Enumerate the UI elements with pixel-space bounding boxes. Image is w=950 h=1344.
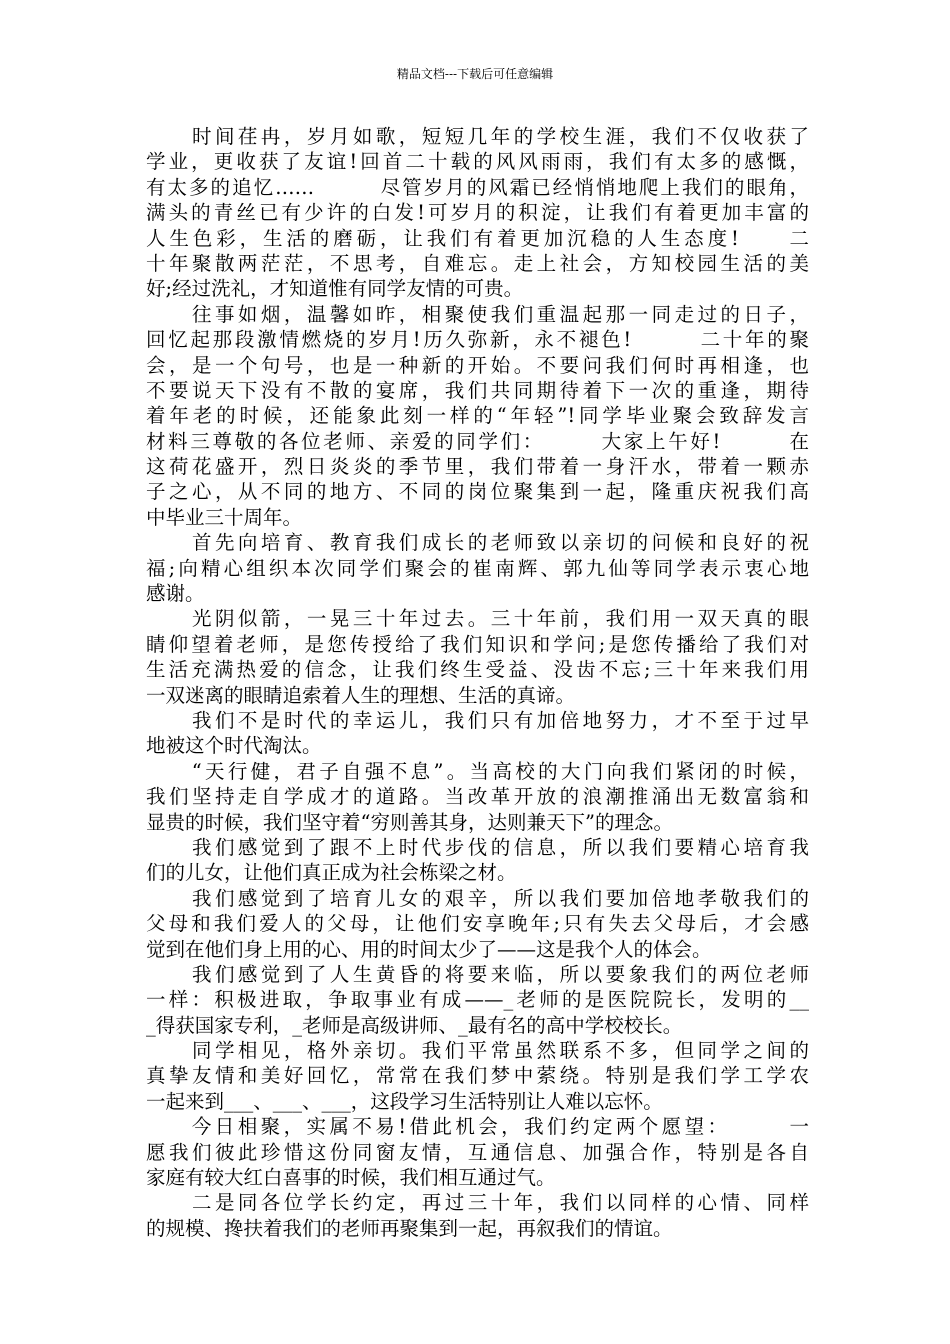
text-line: 我们坚持走自学成才的道路。当改革开放的浪潮推涌出无数富翁和 bbox=[146, 785, 809, 809]
text-line: 首先向培育、教育我们成长的老师致以亲切的问候和良好的祝 bbox=[146, 531, 809, 555]
text-line: 们的儿女，让他们真正成为社会栋梁之材。 bbox=[146, 861, 517, 885]
text-line: “天行健，君子自强不息”。当高校的大门向我们紧闭的时候， bbox=[146, 759, 809, 783]
document-body bbox=[146, 124, 809, 1241]
text-line: 父母和我们爱人的父母，让他们安享晚年;只有失去父母后，才会感 bbox=[146, 912, 809, 936]
text-line: 睛仰望着老师，是您传授给了我们知识和学问;是您传播给了我们对 bbox=[146, 632, 809, 656]
text-line: 家庭有较大红白喜事的时候，我们相互通过气。 bbox=[146, 1166, 556, 1190]
text-line: 这荷花盛开，烈日炎炎的季节里，我们带着一身汗水，带着一颗赤 bbox=[146, 455, 809, 479]
text-line: 中毕业三十周年。 bbox=[146, 505, 303, 529]
text-line: 回忆起那段激情燃烧的岁月!历久弥新，永不褪色! 二十年的聚 bbox=[146, 328, 809, 352]
text-line: 子之心，从不同的地方、不同的岗位聚集到一起，隆重庆祝我们高 bbox=[146, 480, 809, 504]
text-line: 材料三尊敬的各位老师、亲爱的同学们： 大家上午好! 在 bbox=[146, 429, 809, 453]
text-line: 光阴似箭，一晃三十年过去。三十年前，我们用一双天真的眼 bbox=[146, 607, 809, 631]
text-line: _得获国家专利，_老师是高级讲师、_最有名的高中学校校长。 bbox=[146, 1013, 683, 1037]
text-line: 一起来到___、___、___，这段学习生活特别让人难以忘怀。 bbox=[146, 1089, 663, 1113]
text-line: 一双迷离的眼睛追索着人生的理想、生活的真谛。 bbox=[146, 683, 576, 707]
text-line: 人生色彩，生活的磨砺，让我们有着更加沉稳的人生态度! 二 bbox=[146, 226, 809, 250]
text-line: 真挚友情和美好回忆，常常在我们梦中萦绕。特别是我们学工学农 bbox=[146, 1064, 809, 1088]
page-header: 精品文档---下载后可任意编辑 bbox=[396, 67, 554, 81]
text-line: 满头的青丝已有少许的白发!可岁月的积淀，让我们有着更加丰富的 bbox=[146, 201, 809, 225]
text-line: 生活充满热爱的信念，让我们终生受益、没齿不忘;三十年来我们用 bbox=[146, 658, 809, 682]
text-line: 今日相聚，实属不易!借此机会，我们约定两个愿望： 一 bbox=[146, 1115, 809, 1139]
text-line: 我们感觉到了培育儿女的艰辛，所以我们要加倍地孝敬我们的 bbox=[146, 886, 809, 910]
text-line: 学业，更收获了友谊!回首二十载的风风雨雨，我们有太多的感慨， bbox=[146, 150, 809, 174]
text-line: 我们感觉到了跟不上时代步伐的信息，所以我们要精心培育我 bbox=[146, 835, 809, 859]
text-line: 我们不是时代的幸运儿，我们只有加倍地努力，才不至于过早 bbox=[146, 708, 809, 732]
text-line: 显贵的时候，我们坚守着“穷则善其身，达则兼天下”的理念。 bbox=[146, 810, 673, 834]
text-line: 有太多的追忆…… 尽管岁月的风霜已经悄悄地爬上我们的眼角， bbox=[146, 175, 809, 199]
text-line: 我们感觉到了人生黄昏的将要来临，所以要象我们的两位老师 bbox=[146, 962, 809, 986]
text-line: 十年聚散两茫茫，不思考，自难忘。走上社会，方知校园生活的美 bbox=[146, 251, 809, 275]
text-line: 感谢。 bbox=[146, 582, 205, 606]
text-line: 愿我们彼此珍惜这份同窗友情，互通信息、加强合作，特别是各自 bbox=[146, 1140, 809, 1164]
text-line: 不要说天下没有不散的宴席，我们共同期待着下一次的重逢，期待 bbox=[146, 378, 809, 402]
text-line: 觉到在他们身上用的心、用的时间太少了——这是我个人的体会。 bbox=[146, 937, 712, 961]
text-line: 时间荏冉，岁月如歌，短短几年的学校生涯，我们不仅收获了 bbox=[146, 125, 809, 148]
text-line: 着年老的时候，还能象此刻一样的“年轻”!同学毕业聚会致辞发言 bbox=[146, 404, 809, 428]
text-line: 往事如烟，温馨如昨，相聚使我们重温起那一同走过的日子， bbox=[146, 302, 809, 326]
text-line: 的规模、搀扶着我们的老师再聚集到一起，再叙我们的情谊。 bbox=[146, 1216, 673, 1240]
text-line: 地被这个时代淘汰。 bbox=[146, 734, 322, 758]
text-line: 福;向精心组织本次同学们聚会的崔南辉、郭九仙等同学表示衷心地 bbox=[146, 556, 809, 580]
text-line: 一样：积极进取，争取事业有成——_老师的是医院院长，发明的__ bbox=[146, 988, 809, 1012]
text-line: 二是同各位学长约定，再过三十年，我们以同样的心情、同样 bbox=[146, 1191, 809, 1215]
text-line: 同学相见，格外亲切。我们平常虽然联系不多，但同学之间的 bbox=[146, 1039, 809, 1063]
text-line: 会，是一个句号，也是一种新的开始。不要问我们何时再相逢，也 bbox=[146, 353, 809, 377]
text-line: 好;经过洗礼，才知道惟有同学友情的可贵。 bbox=[146, 277, 524, 301]
